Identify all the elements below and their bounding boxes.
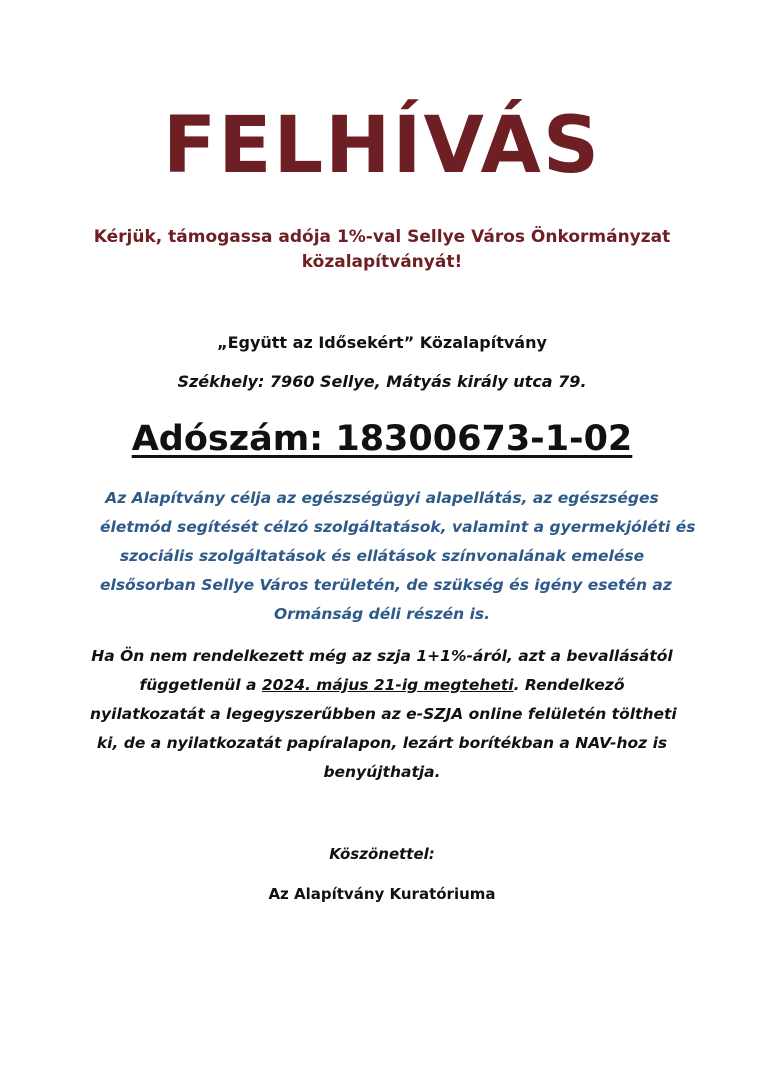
declaration-info [90,642,677,787]
goal-line: elsősorban Sellye Város területén, de szükség és igény esetén az [100,576,672,594]
info-line: benyújthatja. [323,763,441,781]
tax-id: Adószám: 18300673-1-02 [131,419,633,459]
goal-line: életmód segítését célzó szolgáltatások, valamint a gyermekjóléti és [100,518,696,536]
deadline-text: 2024. május 21-ig megteheti [261,676,514,694]
page-title: FELHÍVÁS [162,101,602,191]
goal-line: szociális szolgáltatások és ellátások színvonalának emelése [119,547,645,565]
info-text: . Rendelkező [513,676,625,694]
foundation-goal [100,484,696,629]
info-line: ki, de a nyilatkozatát papíralapon, lezárt borítékban a NAV-hoz is [96,734,668,752]
info-line: Ha Ön nem rendelkezett még az szja 1+1%-áról, azt a bevallásától [91,647,673,665]
thanks-text: Köszönettel: [329,845,435,863]
info-text: függetlenül a [139,676,262,694]
subtitle [0,225,764,275]
goal-line: Az Alapítvány célja az egészségügyi alapellátás, az egészséges [105,489,659,507]
foundation-name: „Együtt az Idősekért” Közalapítvány [217,333,547,352]
subtitle-line: Kérjük, támogassa adója 1%-val Sellye Város Önkormányzat [93,227,671,247]
info-line [90,671,674,700]
subtitle-line: közalapítványát! [301,252,463,272]
goal-line: Ormánság déli részén is. [273,605,491,623]
signature: Az Alapítvány Kuratóriuma [268,885,496,903]
info-line: nyilatkozatát a legegyszerűbben az e-SZJA online felületén töltheti [90,705,677,723]
foundation-seat: Székhely: 7960 Sellye, Mátyás király utca 79. [177,372,587,391]
